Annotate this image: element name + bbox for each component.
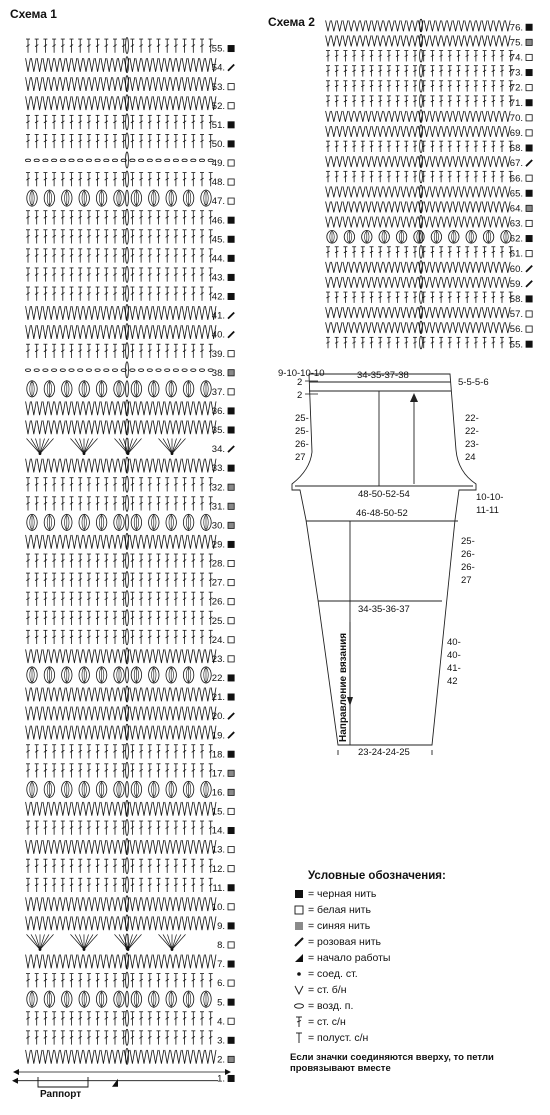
legend-item (290, 934, 530, 950)
dim-upper-leg: 25- 26- 26- 27 (461, 536, 475, 586)
s1-row-number: 10. (211, 901, 225, 913)
s1-row-number: 38. (211, 367, 225, 379)
legend-item-label: = полуст. с/н (308, 1032, 369, 1044)
s1-row-number: 29. (211, 539, 225, 551)
s1-row-number: 25. (211, 615, 225, 627)
s1-row-number: 26. (211, 596, 225, 608)
dim-left-marker-2: 2 (297, 390, 303, 401)
dc-mark-icon (290, 1016, 308, 1028)
legend-item (290, 902, 530, 918)
s1-row-number: 4. (217, 1016, 225, 1028)
s1-row-number: 44. (211, 253, 225, 265)
s1-row-number: 11. (212, 882, 225, 894)
s1-row-number: 32. (211, 482, 225, 494)
s1-row-number: 23. (211, 653, 225, 665)
s1-row-number: 17. (211, 768, 225, 780)
s1-row-number: 55. (211, 43, 225, 55)
legend-item-label: = синяя нить (308, 920, 371, 932)
knit-arrow-head (410, 393, 418, 402)
legend-item-label: = черная нить (308, 888, 377, 900)
legend-title: Условные обозначения: (308, 870, 446, 882)
direction-label: Направление вязания (338, 632, 349, 742)
s1-row-number: 48. (211, 177, 225, 189)
s2-row-number: 68. (509, 143, 523, 155)
s1-row-number: 40. (211, 329, 225, 341)
s1-row-number: 7. (217, 959, 225, 971)
s1-row-number: 14. (211, 825, 225, 837)
dim-right-top: 5-5-5-6 (458, 377, 489, 388)
s2-row-number: 73. (509, 67, 523, 79)
s1-row-number: 51. (211, 119, 225, 131)
s1-row-number: 1. (217, 1073, 225, 1085)
s1-row-number: 54. (211, 62, 225, 74)
s1-row-number: 45. (211, 234, 225, 246)
s2-row-number: 70. (509, 112, 523, 124)
dim-knee-width: 34-35-36-37 (358, 604, 410, 615)
s1-row-number: 30. (211, 520, 225, 532)
s1-row-number: 41. (211, 310, 225, 322)
legend-item-label: = возд. п. (308, 1000, 354, 1012)
hdc-mark-icon (290, 1032, 308, 1044)
s2-row-number: 59. (509, 278, 523, 290)
legend-item (290, 950, 530, 966)
s2-row-number: 58. (509, 294, 523, 306)
s1-row-number: 28. (211, 558, 225, 570)
s1-row-number: 50. (211, 139, 225, 151)
s1-row-number: 37. (211, 386, 225, 398)
legend-item (290, 998, 530, 1014)
dim-thigh-width: 46-48-50-52 (356, 508, 408, 519)
s2-row-number: 75. (509, 37, 523, 49)
s2-row-number: 55. (509, 339, 523, 351)
s1-row-number: 39. (211, 348, 225, 360)
s2-row-number: 72. (509, 82, 523, 94)
s1-row-number: 12. (211, 863, 225, 875)
s1-row-number: 9. (217, 920, 225, 932)
legend-item-label: = ст. б/н (308, 984, 347, 996)
dot-icon (290, 968, 308, 980)
start-triangle-icon (290, 952, 308, 964)
s1-row-number: 20. (211, 711, 225, 723)
s2-row-number: 76. (509, 22, 523, 34)
scheme1-title: Схема 1 (10, 7, 57, 21)
blue-square-icon (290, 920, 308, 932)
black-square-icon (290, 888, 308, 900)
legend-item (290, 982, 530, 998)
s1-row-number: 16. (211, 787, 225, 799)
s2-row-number: 61. (509, 248, 523, 260)
s1-row-number: 2. (217, 1054, 225, 1066)
s1-row-number: 53. (211, 81, 225, 93)
legend-item (290, 886, 530, 902)
legend-item-label: = ст. с/н (308, 1016, 346, 1028)
legend-item (290, 966, 530, 982)
legend-item (290, 918, 530, 934)
s1-row-number: 49. (211, 158, 225, 170)
s1-row-number: 47. (211, 196, 225, 208)
s1-row-number: 18. (211, 749, 225, 761)
legend (290, 870, 530, 1046)
s1-row-number: 5. (217, 997, 225, 1009)
s2-row-number: 71. (509, 97, 523, 109)
s1-row-number: 33. (211, 463, 225, 475)
dim-top-width: 34-35-37-38 (357, 370, 409, 381)
repeat-label: Раппорт (40, 1089, 82, 1100)
legend-item-label: = розовая нить (308, 936, 381, 948)
dim-right-side: 22- 22- 23- 24 (465, 413, 479, 463)
s2-row-number: 62. (509, 233, 523, 245)
dim-hem-width: 23-24-24-25 (358, 747, 410, 758)
oval-icon (290, 1000, 308, 1012)
s1-row-number: 21. (211, 692, 225, 704)
dim-lower-leg: 40- 40- 41- 42 (447, 637, 461, 687)
s1-row-number: 52. (211, 100, 225, 112)
s2-row-number: 64. (509, 203, 523, 215)
dim-left-side: 25- 25- 26- 27 (295, 413, 309, 463)
dim-left-marker-1: 2 (297, 377, 303, 388)
legend-list (290, 886, 530, 1046)
s2-row-number: 67. (509, 158, 523, 170)
s1-row-number: 15. (211, 806, 225, 818)
s1-row-number: 43. (211, 272, 225, 284)
pattern-outline (292, 374, 476, 745)
s1-row-number: 22. (211, 673, 225, 685)
s1-row-number: 31. (211, 501, 225, 513)
s1-row-number: 19. (211, 730, 225, 742)
s1-row-number: 46. (211, 215, 225, 227)
s2-row-number: 63. (509, 218, 523, 230)
s1-row-number: 36. (211, 406, 225, 418)
s2-row-number: 56. (509, 324, 523, 336)
legend-item (290, 1014, 530, 1030)
s1-row-number: 3. (217, 1035, 225, 1047)
s2-row-number: 66. (509, 173, 523, 185)
scheme2-title: Схема 2 (268, 15, 315, 29)
s1-row-number: 42. (211, 291, 225, 303)
s2-row-number: 74. (509, 52, 523, 64)
dim-crotch-ext: 10-10- 11-11 (476, 492, 504, 516)
s1-row-number: 34. (211, 444, 225, 456)
legend-item-label: = соед. ст. (308, 968, 358, 980)
legend-note: Если значки соединяются вверху, то петли провязывают вместе (290, 1052, 494, 1074)
dim-hip-width: 48-50-52-54 (358, 489, 410, 500)
pink-square-icon (290, 936, 308, 948)
s1-row-number: 6. (217, 978, 225, 990)
v-mark-icon (290, 984, 308, 996)
s2-row-number: 65. (509, 188, 523, 200)
legend-item-label: = белая нить (308, 904, 371, 916)
s1-row-number: 24. (211, 634, 225, 646)
s1-row-number: 27. (211, 577, 225, 589)
s1-row-number: 13. (211, 844, 225, 856)
s2-row-number: 69. (509, 128, 523, 140)
s1-row-number: 35. (211, 425, 225, 437)
legend-item (290, 1030, 530, 1046)
s2-row-number: 60. (509, 263, 523, 275)
s2-row-number: 57. (509, 309, 523, 321)
s1-row-number: 8. (217, 940, 225, 952)
dim-left-top: 9-10-10-10 (278, 368, 325, 379)
white-square-icon (290, 904, 308, 916)
legend-item-label: = начало работы (308, 952, 391, 964)
